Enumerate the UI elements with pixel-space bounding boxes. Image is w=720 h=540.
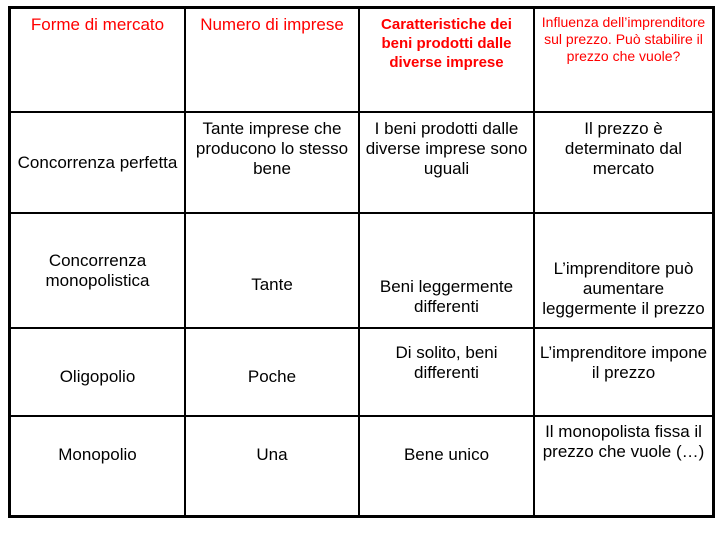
row-monopolistic-competition-form [10, 213, 185, 328]
row-oligopoly-goods [359, 328, 534, 416]
row-monopoly-firms [185, 416, 359, 516]
cell-text: Il prezzo è determinato dal mercato [564, 119, 683, 178]
cell-text: Una [256, 445, 288, 464]
header-number-of-firms [185, 8, 359, 112]
row-perfect-competition-price [534, 112, 713, 213]
header-goods-characteristics-text: Caratteristiche dei beni prodotti dalle diverse imprese [381, 16, 512, 71]
row-monopolistic-competition-firms [185, 213, 359, 328]
cell-text: Concorrenza perfetta [17, 152, 178, 172]
row-monopoly-form [10, 416, 185, 516]
row-monopolistic-competition-price [534, 213, 713, 328]
cell-text: Bene unico [403, 445, 490, 464]
cell-text: Beni leggermente differenti [379, 277, 514, 316]
cell-text: I beni prodotti dalle diverse imprese sono uguali [365, 119, 528, 178]
row-oligopoly-firms [185, 328, 359, 416]
row-oligopoly-price [534, 328, 713, 416]
header-market-forms-text: Forme di mercato [30, 15, 165, 34]
row-monopolistic-competition-goods [359, 213, 534, 328]
header-market-forms [10, 8, 185, 112]
row-perfect-competition-firms [185, 112, 359, 213]
market-forms-table [8, 6, 715, 518]
header-number-of-firms-text: Numero di imprese [200, 15, 344, 34]
cell-text: L’imprenditore può aumentare leggermente il prezzo [542, 259, 705, 318]
row-perfect-competition-goods [359, 112, 534, 213]
row-monopoly-goods [359, 416, 534, 516]
header-goods-characteristics [359, 8, 534, 112]
header-price-influence-text: Influenza dell’imprenditore sul prezzo. Può stabilire il prezzo che vuole? [541, 14, 706, 64]
cell-text: Il monopolista fissa il prezzo che vuole (…) [542, 422, 705, 461]
row-oligopoly-form [10, 328, 185, 416]
cell-text: Poche [247, 367, 297, 386]
cell-text: Monopolio [58, 445, 137, 464]
row-monopoly-price [534, 416, 713, 516]
header-price-influence [534, 8, 713, 112]
cell-text: Tante imprese che producono lo stesso bene [195, 119, 349, 178]
cell-text: Concorrenza monopolistica [45, 250, 150, 290]
cell-text: Di solito, beni differenti [395, 343, 498, 382]
row-perfect-competition-form [10, 112, 185, 213]
cell-text: Tante [251, 275, 293, 294]
cell-text: Oligopolio [59, 367, 136, 386]
cell-text: L’imprenditore impone il prezzo [539, 343, 708, 382]
